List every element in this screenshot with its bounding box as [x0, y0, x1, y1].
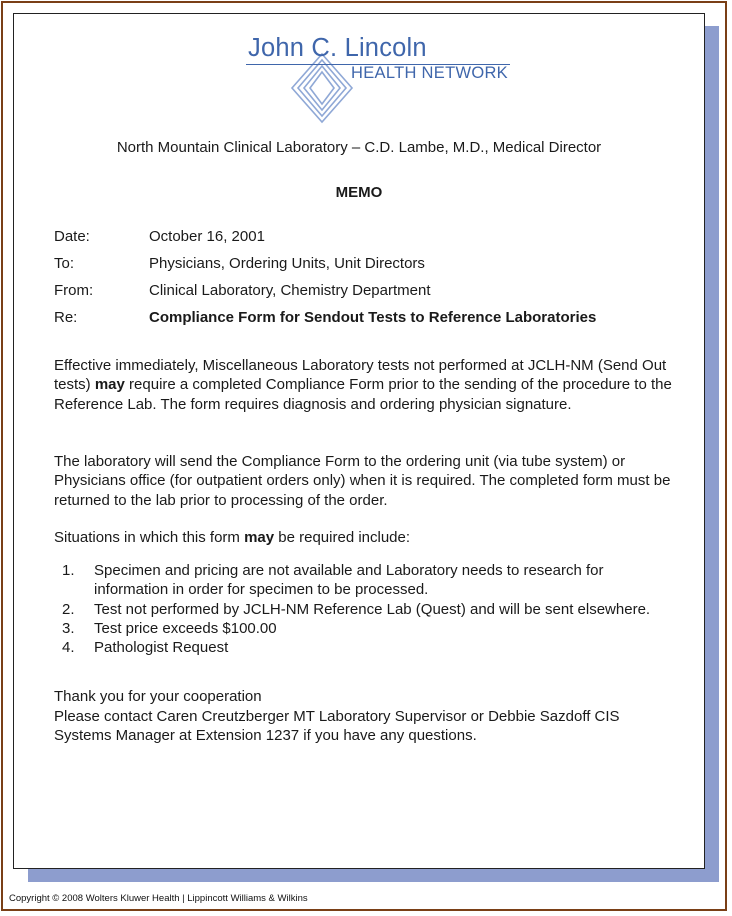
list-number: 1. — [62, 562, 75, 579]
thanks-line: Thank you for your cooperation — [54, 688, 262, 705]
p1-emphasis: may — [94, 376, 125, 394]
list-number: 4. — [62, 639, 75, 657]
list-number: 2. — [62, 600, 75, 618]
logo-name: John C. Lincoln — [248, 34, 427, 62]
list-item — [54, 600, 694, 619]
memo-title: MEMO — [335, 184, 383, 201]
lab-line: North Mountain Clinical Laboratory – C.D. Lambe, M.D., Medical Director — [116, 139, 602, 156]
list-item — [54, 638, 694, 657]
re-label: Re: — [54, 309, 78, 326]
p3-text-a: Situations in which this form — [54, 529, 245, 546]
date-value: October 16, 2001 — [149, 228, 265, 245]
list-item — [54, 619, 694, 638]
p1-text-a: Effective immediately, Miscellaneous Laboratory tests not performed at JCLH-NM (Send Out tests) — [54, 357, 667, 394]
from-label: From: — [54, 282, 94, 299]
memo-page — [13, 13, 705, 869]
contact-paragraph: Please contact Caren Creutzberger MT Laboratory Supervisor or Debbie Sazdoff CIS Systems Manager at Extension 1237 if you have any questions. — [54, 708, 620, 745]
health-network-logo — [246, 34, 512, 124]
list-text: Pathologist Request — [94, 639, 229, 657]
paragraph-1 — [54, 356, 679, 414]
list-text: Test not performed by JCLH-NM Reference Lab (Quest) and will be sent elsewhere. — [94, 600, 651, 618]
to-value: Physicians, Ordering Units, Unit Directors — [149, 255, 425, 272]
paragraph-3 — [54, 528, 679, 547]
date-label: Date: — [54, 228, 90, 245]
p3-text-b: be required include: — [274, 529, 411, 546]
re-value: Compliance Form for Sendout Tests to Reference Laboratories — [149, 309, 597, 326]
copyright: Copyright © 2008 Wolters Kluwer Health | Lippincott Williams & Wilkins — [9, 893, 308, 904]
logo-network: HEALTH NETWORK — [351, 64, 508, 82]
situations-list — [54, 561, 694, 657]
p3-emphasis: may — [244, 529, 275, 546]
to-label: To: — [54, 255, 75, 272]
list-text: Test price exceeds $100.00 — [94, 619, 277, 637]
list-text: Specimen and pricing are not available and Laboratory needs to research for information in order for specimen to be processed. — [94, 562, 604, 599]
p1-text-b: require a completed Compliance Form prior to the sending of the procedure to the Reference Lab. The form requires diagnosis and ordering physician signature. — [54, 376, 672, 413]
list-item — [54, 561, 694, 600]
list-number: 3. — [62, 619, 75, 637]
from-value: Clinical Laboratory, Chemistry Department — [149, 282, 431, 299]
paragraph-2: The laboratory will send the Compliance Form to the ordering unit (via tube system) or Physicians office (for outpatient orders only) when it is required. The completed form must be returned to the lab prior to processing of the order. — [54, 453, 671, 509]
